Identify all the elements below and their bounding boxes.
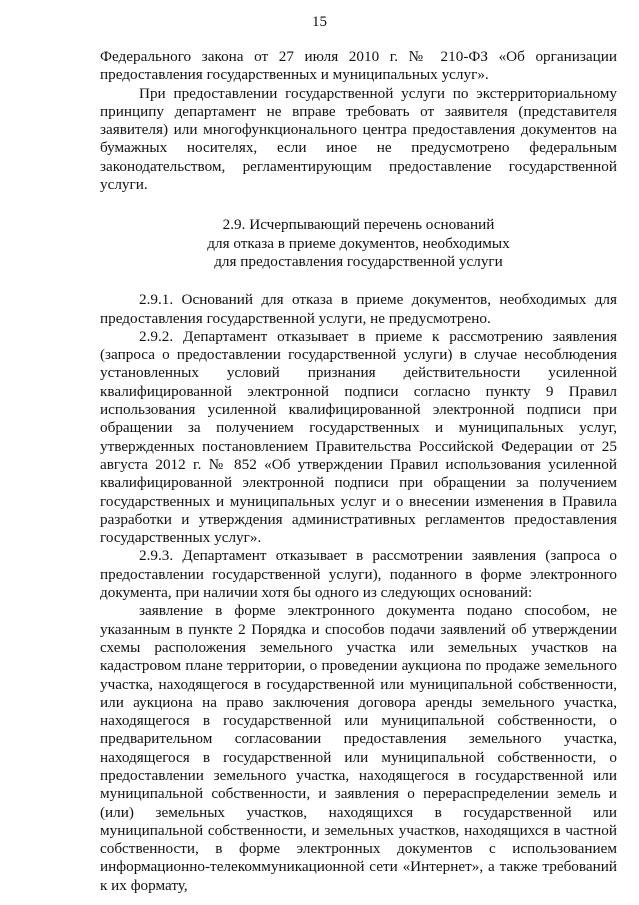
section-heading-line-3: для предоставления государственной услуги bbox=[214, 252, 503, 270]
section-heading-line-1: 2.9. Исчерпывающий перечень оснований bbox=[222, 216, 495, 234]
paragraph-2-9-2: 2.9.2. Департамент отказывает в приеме к рассмотрению заявления (запроса о предоставлении государственной услуги) в случае несоблюдения установленных условий признания действительности усиленной квалифицированной электронной подписи согласно пункту 9 Правил использования усиленной квалифицированной электронной подписи при обращении за получением государственных и муниципальных услуг, утвержденных постановлением Правительства Российской Федерации от 25 августа 2012 г. № 852 «Об утверждении Правил использования усиленной квалифицированной электронной подписи при обращении за получением государственных и муниципальных услуг и о внесении изменения в Правила разработки и утверждения административных регламентов предоставления государственных услуг». bbox=[100, 327, 617, 547]
paragraph-continuation: Федерального закона от 27 июля 2010 г. № 210-ФЗ «Об организации предоставления государственных и муниципальных услуг». bbox=[100, 48, 617, 84]
page-number: 15 bbox=[312, 14, 327, 30]
section-heading bbox=[100, 216, 617, 271]
paragraph-extraterritorial: При предоставлении государственной услуги по экстерриториальному принципу департамент не вправе требовать от заявителя (представителя заявителя) или многофункционального центра предоставления документов на бумажных носителях, если иное не предусмотрено федеральным законодательством, регламентирующим предоставление государственной услуги. bbox=[100, 84, 617, 194]
section-heading-line-2: для отказа в приеме документов, необходимых bbox=[207, 234, 510, 252]
paragraph-ground-1: заявление в форме электронного документа подано способом, не указанным в пункте 2 Порядка и способов подачи заявлений об утверждении схемы расположения земельного участка или земельных участков на кадастровом плане территории, о проведении аукциона по продаже земельного участка, находящегося в государственной или муниципальной собственности, или аукциона на право заключения договора аренды земельного участка, находящегося в государственной или муниципальной собственности, о предварительном согласовании предоставления земельного участка, находящегося в государственной или муниципальной собственности, о предоставлении земельного участка, находящегося в государственной или муниципальной собственности, и заявления о перераспределении земель и (или) земельных участков, находящихся в государственной или муниципальной собственности, и земельных участков, находящихся в частной собственности, в форме электронных документов с использованием информационно-телекоммуникационной сети «Интернет», а также требований к их формату, bbox=[100, 602, 617, 894]
paragraph-2-9-3: 2.9.3. Департамент отказывает в рассмотрении заявления (запроса о предоставлении государственной услуги), поданного в форме электронного документа, при наличии хотя бы одного из следующих оснований: bbox=[100, 547, 617, 602]
document-body bbox=[100, 48, 617, 895]
paragraph-2-9-1: 2.9.1. Оснований для отказа в приеме документов, необходимых для предоставления государственной услуги, не предусмотрено. bbox=[100, 291, 617, 327]
